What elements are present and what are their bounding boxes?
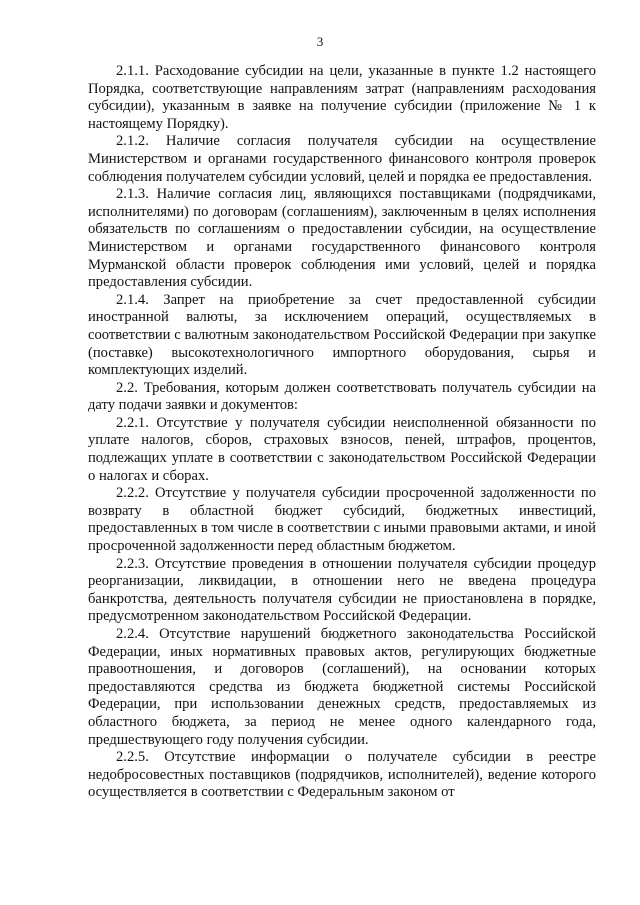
paragraph-2-2-4: 2.2.4. Отсутствие нарушений бюджетного законодательства Российской Федерации, иных нормативных правовых актов, регулирующих бюджетные правоотношения, и договоров (соглашений), на основании которых предоставляются средства из бюджета бюджетной системы Российской Федерации, при использовании денежных средств, предоставляемых из областного бюджета, за период не менее одного календарного года, предшествующего году получения субсидии.	[88, 626, 596, 748]
document-body	[88, 63, 596, 802]
paragraph-2-1-4: 2.1.4. Запрет на приобретение за счет предоставленной субсидии иностранной валюты, за исключением операций, осуществляемых в соответствии с валютным законодательством Российской Федерации при закупке (поставке) высокотехнологичного импортного оборудования, сырья и комплектующих изделий.	[88, 291, 596, 379]
paragraph-2-2-3: 2.2.3. Отсутствие проведения в отношении получателя субсидии процедур реорганизации, ликвидации, в отношении него не введена процедура банкротства, деятельность получателя субсидии не приостановлена в порядке, предусмотренном законодательством Российской Федерации.	[88, 555, 596, 625]
paragraph-2-1-3: 2.1.3. Наличие согласия лиц, являющихся поставщиками (подрядчиками, исполнителями) по договорам (соглашениям), заключенным в целях исполнения обязательств по соглашениям о предоставлении субсидии, на осуществление Министерством и органами государственного финансового контроля Мурманской области проверок соблюдения ими условий, целей и порядка предоставления субсидии.	[88, 186, 596, 291]
paragraph-2-1-1: 2.1.1. Расходование субсидии на цели, указанные в пункте 1.2 настоящего Порядка, соответствующие направлениям затрат (направлениям расходования субсидии), указанным в заявке на получение субсидии (приложение № 1 к настоящему Порядку).	[88, 63, 596, 132]
paragraph-2-2-2: 2.2.2. Отсутствие у получателя субсидии просроченной задолженности по возврату в областной бюджет субсидий, бюджетных инвестиций, предоставленных в том числе в соответствии с иными правовыми актами, и иной просроченной задолженности перед областным бюджетом.	[88, 485, 596, 555]
paragraph-2-2-1: 2.2.1. Отсутствие у получателя субсидии неисполненной обязанности по уплате налогов, сборов, страховых взносов, пеней, штрафов, процентов, подлежащих уплате в соответствии с законодательством Российской Федерации о налогах и сборах.	[88, 414, 596, 484]
page-number: 3	[316, 34, 324, 49]
paragraph-2-2: 2.2. Требования, которым должен соответствовать получатель субсидии на дату подачи заявки и документов:	[88, 379, 596, 414]
paragraph-2-1-2: 2.1.2. Наличие согласия получателя субсидии на осуществление Министерством и органами государственного финансового контроля проверок соблюдения получателем субсидии условий, целей и порядка ее предоставления.	[88, 133, 596, 185]
paragraph-2-2-5: 2.2.5. Отсутствие информации о получателе субсидии в реестре недобросовестных поставщиков (подрядчиков, исполнителей), ведение которого осуществляется в соответствии с Федеральным законом от	[88, 749, 596, 801]
